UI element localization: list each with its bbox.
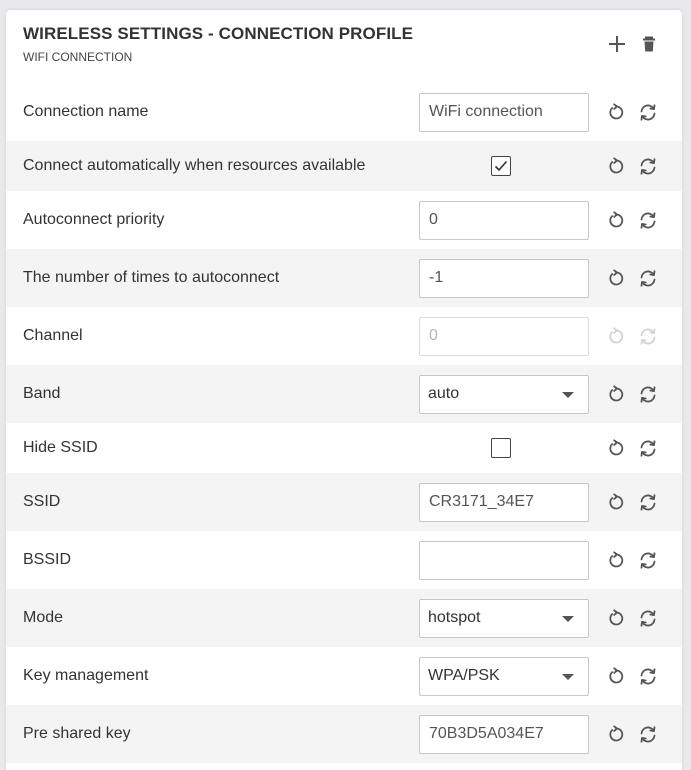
reset-button[interactable] (604, 155, 627, 178)
refresh-button[interactable] (636, 101, 659, 124)
row-actions (604, 155, 659, 178)
refresh-button[interactable] (636, 723, 659, 746)
reset-icon (607, 439, 625, 457)
refresh-button[interactable] (636, 437, 659, 460)
refresh-button[interactable] (636, 665, 659, 688)
reset-button[interactable] (604, 267, 627, 290)
refresh-icon (638, 609, 658, 627)
setting-input[interactable] (419, 93, 589, 132)
reset-button[interactable] (604, 549, 627, 572)
setting-checkbox[interactable] (491, 156, 511, 176)
chevron-down-icon (562, 392, 574, 398)
refresh-button (636, 325, 659, 348)
setting-label: Band (23, 385, 61, 402)
row-actions (604, 607, 659, 630)
setting-select[interactable] (419, 657, 589, 696)
row-actions (604, 491, 659, 514)
setting-input[interactable] (419, 715, 589, 754)
chevron-down-icon (562, 616, 574, 622)
reset-button (604, 325, 627, 348)
reset-button[interactable] (604, 209, 627, 232)
field-value: 70B3D5A034E7 (429, 725, 544, 742)
row-actions (604, 325, 659, 348)
reset-icon (607, 157, 625, 175)
refresh-icon (638, 439, 658, 457)
setting-row (6, 531, 682, 589)
row-actions (604, 267, 659, 290)
refresh-icon (638, 103, 658, 121)
setting-row (6, 423, 682, 473)
setting-row (6, 249, 682, 307)
setting-row (6, 307, 682, 365)
reset-icon (607, 725, 625, 743)
reset-button[interactable] (604, 607, 627, 630)
setting-label: SSID (23, 493, 61, 510)
add-button[interactable] (603, 30, 631, 58)
plus-icon (608, 35, 626, 53)
refresh-button[interactable] (636, 549, 659, 572)
setting-row (6, 191, 682, 249)
reset-button[interactable] (604, 491, 627, 514)
setting-label: Pre shared key (23, 725, 131, 742)
refresh-icon (638, 725, 658, 743)
card-header (6, 10, 682, 83)
refresh-icon (638, 269, 658, 287)
row-actions (604, 101, 659, 124)
reset-icon (607, 551, 625, 569)
connection-profile-card (6, 10, 682, 770)
field-value: 0 (429, 327, 438, 344)
setting-input[interactable] (419, 541, 589, 580)
reset-button[interactable] (604, 665, 627, 688)
setting-label: Autoconnect priority (23, 211, 165, 228)
reset-icon (607, 269, 625, 287)
page-subtitle: WIFI CONNECTION (23, 50, 133, 64)
reset-button[interactable] (604, 383, 627, 406)
setting-row (6, 83, 682, 141)
reset-icon (607, 609, 625, 627)
refresh-button[interactable] (636, 607, 659, 630)
refresh-button[interactable] (636, 209, 659, 232)
setting-row (6, 705, 682, 763)
setting-label: Key management (23, 667, 149, 684)
trash-icon (642, 36, 656, 52)
reset-button[interactable] (604, 723, 627, 746)
reset-button[interactable] (604, 437, 627, 460)
refresh-icon (638, 211, 658, 229)
refresh-button[interactable] (636, 383, 659, 406)
setting-row (6, 365, 682, 423)
reset-button[interactable] (604, 101, 627, 124)
setting-label: The number of times to autoconnect (23, 269, 280, 286)
row-actions (604, 383, 659, 406)
setting-row (6, 141, 682, 191)
setting-input[interactable] (419, 259, 589, 298)
refresh-button[interactable] (636, 155, 659, 178)
setting-row (6, 473, 682, 531)
row-actions (604, 209, 659, 232)
setting-label: Hide SSID (23, 439, 98, 456)
field-value: WiFi connection (429, 103, 543, 120)
setting-input[interactable] (419, 201, 589, 240)
field-value: hotspot (428, 609, 481, 626)
row-actions (604, 665, 659, 688)
setting-label: Mode (23, 609, 64, 626)
field-value: 0 (429, 211, 438, 228)
refresh-icon (638, 667, 658, 685)
field-value: auto (428, 385, 460, 402)
setting-row (6, 589, 682, 647)
reset-icon (607, 327, 625, 345)
setting-select[interactable] (419, 599, 589, 638)
setting-row (6, 647, 682, 705)
setting-select[interactable] (419, 375, 589, 414)
refresh-icon (638, 385, 658, 403)
reset-icon (607, 667, 625, 685)
setting-label: BSSID (23, 551, 72, 568)
delete-button[interactable] (635, 30, 663, 58)
field-value: -1 (429, 269, 444, 286)
reset-icon (607, 103, 625, 121)
row-actions (604, 723, 659, 746)
refresh-icon (638, 551, 658, 569)
setting-label: Channel (23, 327, 83, 344)
setting-label: Connection name (23, 103, 149, 120)
page-title: WIRELESS SETTINGS - CONNECTION PROFILE (23, 24, 414, 43)
setting-input (419, 317, 589, 356)
refresh-button[interactable] (636, 267, 659, 290)
setting-input[interactable] (419, 483, 589, 522)
refresh-button[interactable] (636, 491, 659, 514)
refresh-icon (638, 327, 658, 345)
field-value: CR3171_34E7 (429, 493, 534, 510)
reset-icon (607, 493, 625, 511)
refresh-icon (638, 157, 658, 175)
setting-checkbox[interactable] (491, 438, 511, 458)
reset-icon (607, 385, 625, 403)
settings-list (6, 83, 682, 763)
chevron-down-icon (562, 674, 574, 680)
refresh-icon (638, 493, 658, 511)
setting-label: Connect automatically when resources available (23, 157, 366, 174)
reset-icon (607, 211, 625, 229)
checkmark-icon (494, 160, 508, 172)
field-value: WPA/PSK (428, 667, 500, 684)
row-actions (604, 437, 659, 460)
row-actions (604, 549, 659, 572)
